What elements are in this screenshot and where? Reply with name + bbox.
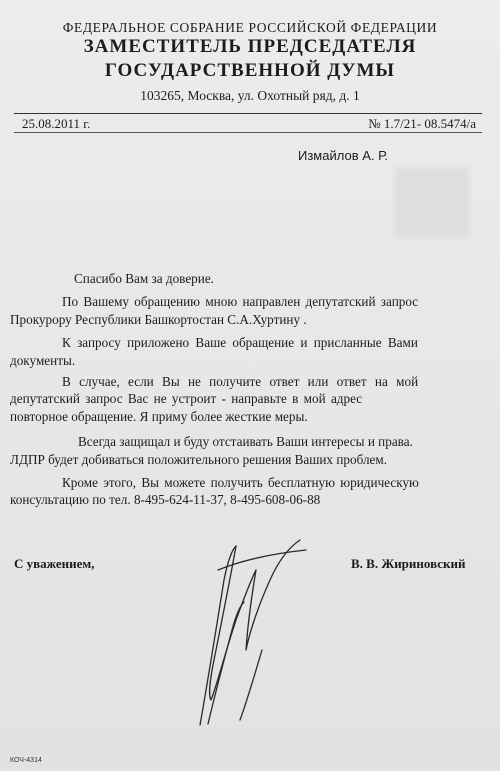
paragraph-followup-line1: В случае, если Вы не получите ответ или ответ на мой xyxy=(62,374,419,390)
header-divider-bottom xyxy=(14,132,482,133)
signature-stroke-6 xyxy=(240,650,262,720)
paragraph-attachment-line1: К запросу приложено Ваше обращение и присланные Вами xyxy=(62,335,418,351)
letter-number: № 1.7/21- 08.5474/а xyxy=(368,116,476,131)
closing-phrase: С уважением, xyxy=(14,556,95,571)
letter-body xyxy=(10,270,486,509)
paragraph-legal-line2: консультацию по тел. 8-495-624-11-37, 8-495-608-06-88 xyxy=(10,492,321,508)
paragraph-ldpr-line1: Всегда защищал и буду отстаивать Ваши интересы и права. xyxy=(78,434,413,450)
letterhead-title-line2: ГОСУДАРСТВЕННОЙ ДУМЫ xyxy=(104,60,396,81)
paragraph-attachment-line2: документы. xyxy=(10,352,76,368)
paragraph-followup-line3: повторное обращение. Я приму более жесткие меры. xyxy=(10,408,308,424)
signatory-name: В. В. Жириновский xyxy=(351,556,466,571)
handwritten-signature xyxy=(178,510,318,740)
paragraph-ldpr-line2: ЛДПР будет добиваться положительного решения Ваших проблем. xyxy=(10,451,388,467)
recipient-name: Измайлов А. Р. xyxy=(298,148,388,163)
signature-stroke-3 xyxy=(246,540,300,650)
paragraph-request-line1: По Вашему обращению мною направлен депутатский запрос xyxy=(62,294,419,310)
header-divider-top xyxy=(14,113,482,114)
letterhead-address: 103265, Москва, ул. Охотный ряд, д. 1 xyxy=(140,88,360,103)
paragraph-followup-line2: депутатский запрос Вас не устроит - направьте в мой адрес xyxy=(10,391,363,407)
redacted-address-block xyxy=(395,168,469,238)
org-name: ФЕДЕРАЛЬНОЕ СОБРАНИЕ РОССИЙСКОЙ ФЕДЕРАЦИИ xyxy=(62,20,438,35)
paragraph-request-line2: Прокурору Республики Башкортостан С.А.Хуртину . xyxy=(10,311,307,327)
letter-date: 25.08.2011 г. xyxy=(22,116,91,131)
paragraph-thanks: Спасибо Вам за доверие. xyxy=(74,271,214,286)
letterhead-title-line1: ЗАМЕСТИТЕЛЬ ПРЕДСЕДАТЕЛЯ xyxy=(83,36,417,57)
document-code: КОЧ-4314 xyxy=(10,757,42,764)
paragraph-legal-line1: Кроме этого, Вы можете получить бесплатную юридическую xyxy=(62,475,419,491)
